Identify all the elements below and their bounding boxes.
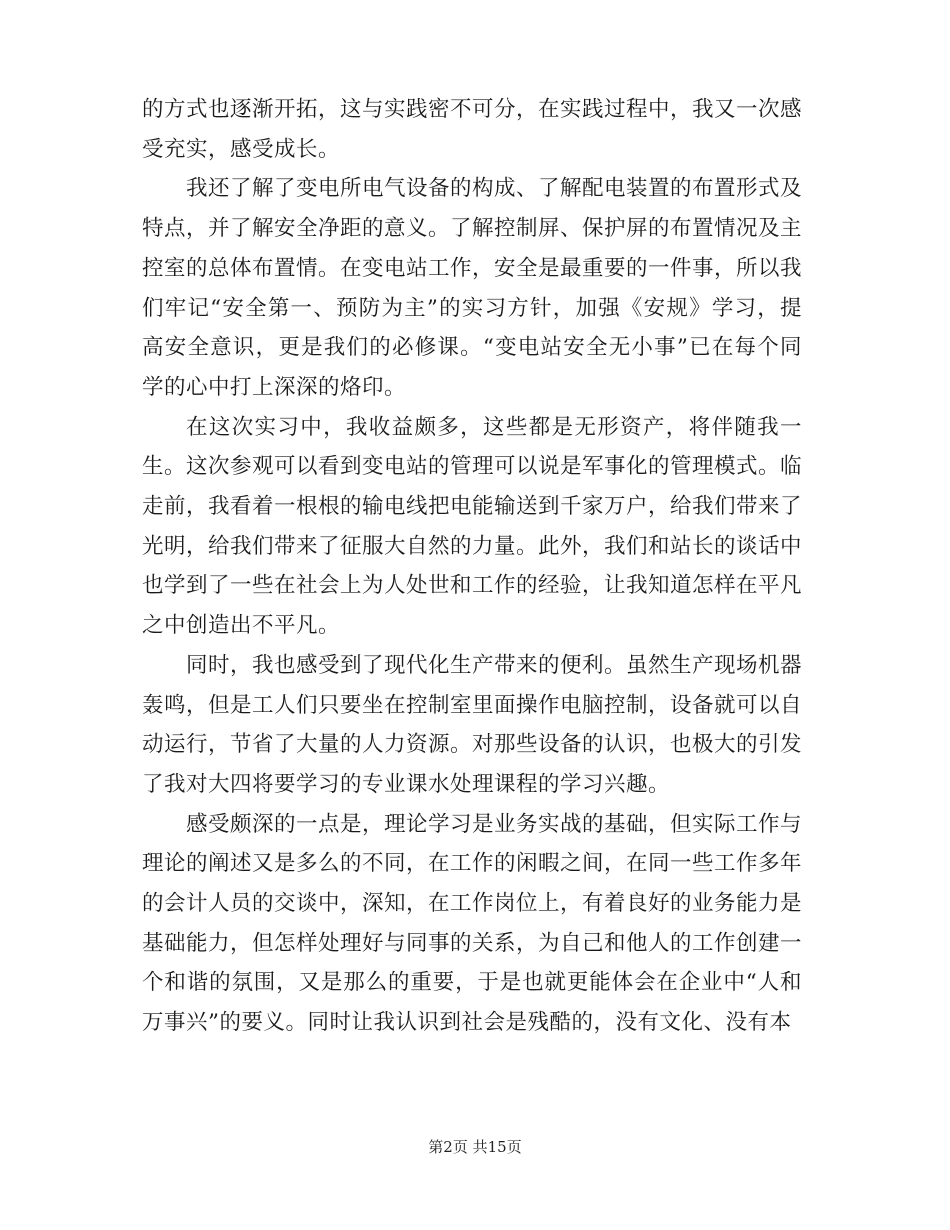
paragraph-1: 的方式也逐渐开拓，这与实践密不可分，在实践过程中，我又一次感受充实，感受成长。 xyxy=(142,97,803,162)
paragraph-3: 在这次实习中，我收益颇多，这些都是无形资产，将伴随我一生。这次参观可以看到变电站的管理可以说是军事化的管理模式。临走前，我看着一根根的输电线把电能输送到千家万户，给我们带来了光明，给我们带来了征服大自然的力量。此外，我们和站长的谈话中也学到了一些在社会上为人处世和工作的经验，让我知道怎样在平凡之中创造出不平凡。 xyxy=(142,414,803,639)
paragraph-4: 同时，我也感受到了现代化生产带来的便利。虽然生产现场机器轰鸣，但是工人们只要坐在控制室里面操作电脑控制，设备就可以自动运行，节省了大量的人力资源。对那些设备的认识，也极大的引发了我对大四将要学习的专业课水处理课程的学习兴趣。 xyxy=(142,652,803,797)
document-body xyxy=(142,90,802,1043)
paragraph-2: 我还了解了变电所电气设备的构成、了解配电装置的布置形式及特点，并了解安全净距的意义。了解控制屏、保护屏的布置情况及主控室的总体布置情。在变电站工作，安全是最重要的一件事，所以我们牢记“安全第一、预防为主”的实习方针，加强《安规》学习，提高安全意识，更是我们的必修课。“变电站安全无小事”已在每个同学的心中打上深深的烙印。 xyxy=(142,176,803,400)
page-number-footer: 第2页 共15页 xyxy=(428,1138,522,1156)
paragraph-5: 感受颇深的一点是，理论学习是业务实战的基础，但实际工作与理论的阐述又是多么的不同，在工作的闲暇之间，在同一些工作多年的会计人员的交谈中，深知，在工作岗位上，有着良好的业务能力是基础能力，但怎样处理好与同事的关系，为自己和他人的工作创建一个和谐的氛围，又是那么的重要，于是也就更能体会在企业中“人和万事兴”的要义。同时让我认识到社会是残酷的，没有文化、没有本 xyxy=(142,811,803,1036)
